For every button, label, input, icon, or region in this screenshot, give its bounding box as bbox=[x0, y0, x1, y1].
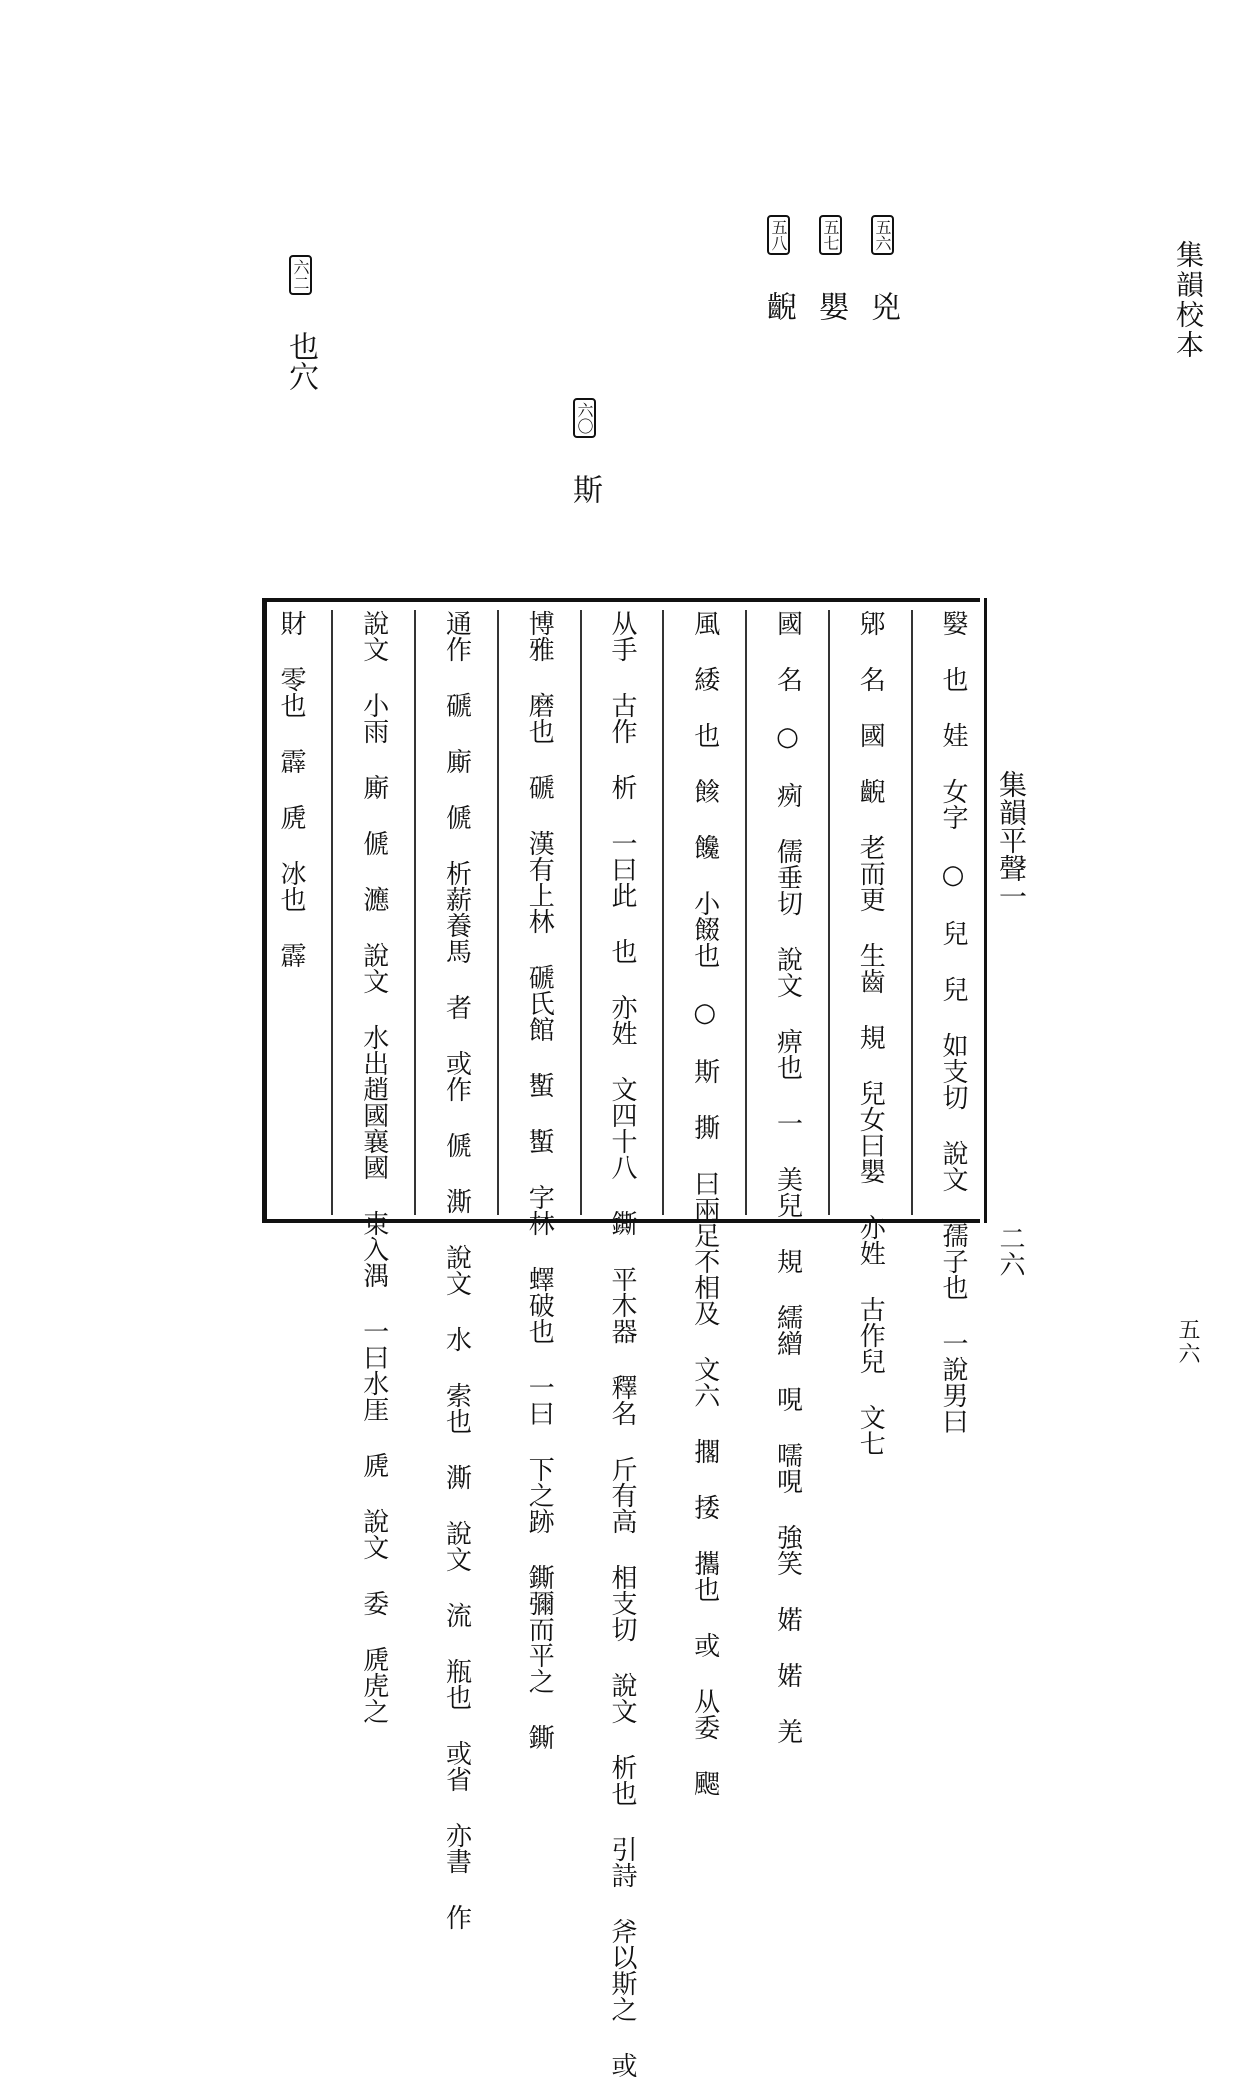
center-margin-page: 二六 bbox=[995, 1225, 1025, 1277]
text-column-5: 从手 古作 析 一曰此 也 亦姓 文四十八 鐁 平木器 釋名 斤有高 相支切 說文 析也 引詩 斧以斯之 或 bbox=[607, 610, 637, 2078]
center-margin-title: 集韻平聲一 bbox=[995, 770, 1028, 910]
text-column-1: 嫛 也 娃 女字 ○ 兒 兒 如支切 說文 孺子也 一說男曰 bbox=[938, 610, 968, 1434]
text-column-9: 財 零也 霹 虒 冰也 霹 bbox=[276, 610, 306, 968]
column-divider bbox=[497, 610, 499, 1215]
note-marker: 五八 bbox=[767, 215, 790, 255]
note-marker: 六〇 bbox=[573, 398, 596, 438]
text-column-7: 通作 磃 廝 傂 析薪養馬 者 或作 傂 澌 說文 水 索也 澌 說文 流 瓶也 或省 亦書 作 bbox=[441, 610, 472, 1930]
note-marker: 六二 bbox=[289, 255, 312, 295]
column-divider bbox=[580, 610, 582, 1215]
note-56 bbox=[860, 215, 904, 321]
text-columns bbox=[268, 610, 976, 2078]
note-text: 嬰 bbox=[813, 291, 848, 321]
note-marker: 五七 bbox=[819, 215, 842, 255]
note-text: 兇 bbox=[865, 291, 900, 321]
text-column-3: 國 名 ○ 㾐 儒垂切 說文 痹也 一 美兒 規 繻繒 哯 嚅哯 強笑 婼 婼 羌 bbox=[772, 610, 803, 1744]
column-divider bbox=[331, 610, 333, 1215]
note-57 bbox=[808, 215, 852, 321]
page-number: 五六 bbox=[1175, 1318, 1200, 1366]
column-divider bbox=[745, 610, 747, 1215]
column-divider bbox=[828, 610, 830, 1215]
note-60 bbox=[562, 398, 606, 504]
note-marker: 五六 bbox=[871, 215, 894, 255]
text-column-6: 博雅 磨也 磃 漢有上林 磃氏館 蟴 蟴 字林 蠌破也 一曰 下之跡 鐁彌而平之 鐁 bbox=[524, 610, 555, 1750]
page-header-title: 集韻校本 bbox=[1172, 240, 1205, 360]
note-58 bbox=[756, 215, 800, 321]
note-62 bbox=[278, 255, 322, 391]
note-text: 齯 bbox=[761, 291, 796, 321]
text-column-2: 郳 名 國 齯 老而更 生齒 規 兒女曰嬰 亦姓 古作兒 文七 bbox=[855, 610, 886, 1456]
note-text: 斯 bbox=[567, 474, 602, 504]
column-divider bbox=[662, 610, 664, 1215]
column-divider bbox=[911, 610, 913, 1215]
note-text: 也穴 bbox=[283, 331, 318, 391]
text-column-8: 說文 小雨 廝 傂 㶐 說文 水出趙國襄國 東入湡 一曰水厓 虒 說文 委 虒虎之 bbox=[358, 610, 389, 1724]
text-column-4: 風 緌 也 餩 饞 小餟也 ○ 斯 撕 曰兩足不相及 文六 擱 捼 攜也 或 从委 颸 bbox=[689, 610, 720, 1796]
center-margin-strip bbox=[984, 598, 1020, 1223]
column-divider bbox=[414, 610, 416, 1215]
